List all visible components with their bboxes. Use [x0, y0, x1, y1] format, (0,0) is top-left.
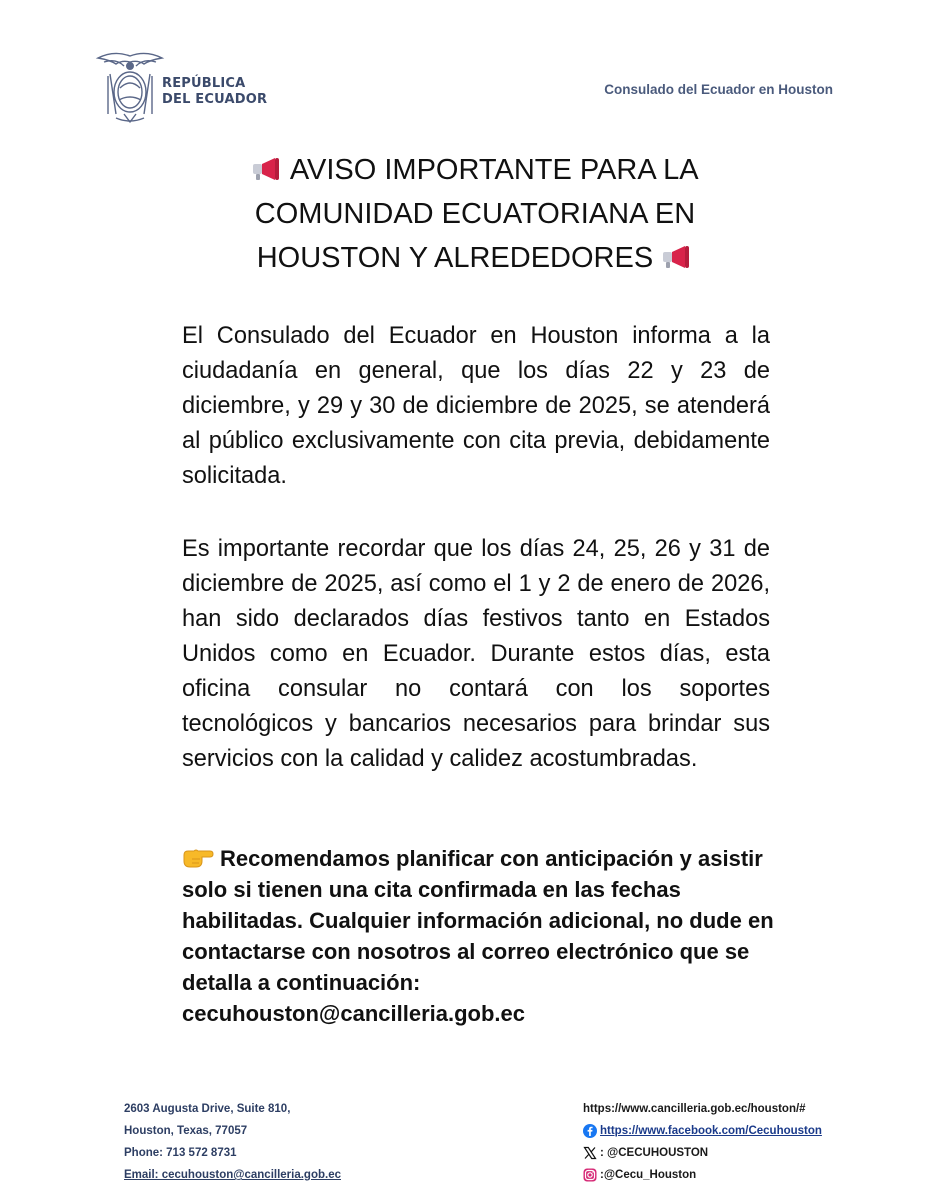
paragraph-holidays: Es importante recordar que los días 24, 25, 26 y 31 de diciembre de 2025, así como el 1 y 2 de enero de 2026, han sido declarados días festivos tanto en Estados Unidos como en Ecuador. Durante estos días, esta oficina consular no contará con los soportes tecnológicos y bancarios necesarios para brindar sus servicios con la calidad y calidez acostumbradas. — [182, 536, 770, 772]
footer-instagram-row — [583, 1164, 822, 1186]
paragraph-schedule: El Consulado del Ecuador en Houston informa a la ciudadanía en general, que los días 22 y 23 de diciembre, y 29 y 30 de diciembre de 2025, se atenderá al público exclusivamente con cita previa, debidamente solicitada. — [182, 323, 770, 489]
consulate-name: Consulado del Ecuador en Houston — [604, 82, 833, 97]
logo-line-2: DEL ECUADOR — [162, 92, 268, 107]
contact-email[interactable]: cecuhouston@cancilleria.gob.ec — [182, 1001, 525, 1026]
footer-facebook-link[interactable]: https://www.facebook.com/Cecuhouston — [600, 1125, 822, 1137]
footer-x-row — [583, 1142, 822, 1164]
footer-contact — [124, 1098, 341, 1186]
footer-facebook-row — [583, 1120, 822, 1142]
title-text-3: HOUSTON Y ALREDEDORES — [256, 242, 654, 274]
title-text-1: AVISO IMPORTANTE PARA LA — [289, 154, 699, 186]
logo-wordmark — [162, 76, 267, 108]
footer-x-handle[interactable]: : @CECUHOUSTON — [600, 1147, 709, 1159]
logo-line-1: REPÚBLICA — [162, 76, 246, 91]
instagram-icon — [583, 1168, 597, 1182]
megaphone-icon — [251, 156, 283, 182]
paragraph-recommendation — [182, 843, 774, 1029]
footer-address-1: 2603 Augusta Drive, Suite 810, — [124, 1103, 291, 1115]
title-line-2: COMUNIDAD ECUATORIANA EN — [254, 198, 696, 230]
ecuador-coat-of-arms-icon — [94, 48, 166, 126]
footer-website-link[interactable]: https://www.cancilleria.gob.ec/houston/# — [583, 1103, 806, 1115]
footer-address-2: Houston, Texas, 77057 — [124, 1125, 248, 1137]
recommendation-text: Recomendamos planificar con anticipación y asistir solo si tienen una cita confirmada en las fechas habilitadas. Cualquier información adicional, no dude en contactarse con nosotros al correo electrónico que se detalla a continuación: — [182, 846, 774, 995]
title-line-1 — [180, 148, 770, 192]
footer-email[interactable]: Email: cecuhouston@cancilleria.gob.ec — [124, 1169, 341, 1181]
x-twitter-icon — [583, 1146, 597, 1160]
facebook-icon — [583, 1124, 597, 1138]
title-line-3 — [180, 236, 770, 280]
footer-website-row — [583, 1098, 822, 1120]
footer-phone: Phone: 713 572 8731 — [124, 1147, 237, 1159]
footer-instagram-handle[interactable]: :@Cecu_Houston — [600, 1169, 697, 1181]
pointing-hand-icon — [182, 847, 214, 869]
megaphone-icon — [661, 244, 693, 270]
notice-title — [180, 148, 770, 280]
footer-social — [583, 1098, 822, 1186]
